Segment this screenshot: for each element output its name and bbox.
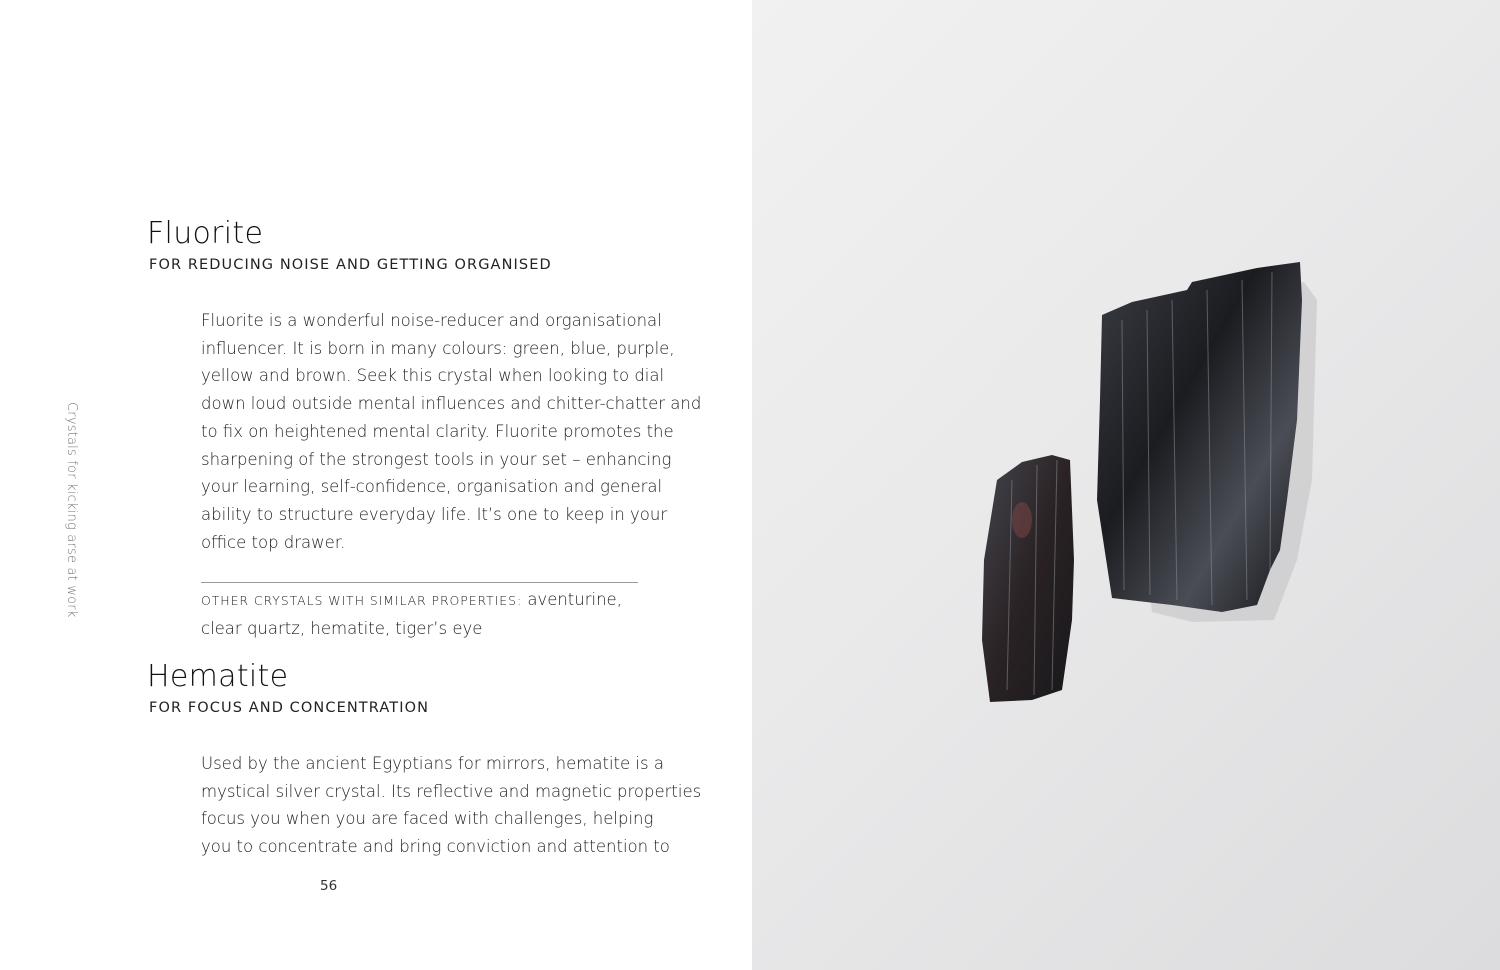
text-line: Used by the ancient Egyptians for mirrors, hematite is a bbox=[201, 754, 664, 773]
text-line: focus you when you are faced with challenges, helping bbox=[201, 809, 654, 829]
divider bbox=[201, 582, 638, 583]
crystal-image bbox=[752, 0, 1500, 970]
text-line: ability to structure everyday life. It’s one to keep in your bbox=[201, 504, 668, 524]
section-title-fluorite: Fluorite bbox=[147, 216, 264, 251]
similar-crystals-list-1: aventurine, bbox=[527, 590, 622, 609]
similar-crystals bbox=[201, 586, 638, 642]
text-line: influencer. It is born in many colours: green, blue, purple, bbox=[201, 338, 675, 358]
fluorite-paragraph bbox=[201, 307, 702, 556]
text-line: your learning, self-confidence, organisation and general bbox=[201, 477, 663, 497]
hematite-paragraph bbox=[201, 750, 702, 861]
similar-crystals-list-2: clear quartz, hematite, tiger’s eye bbox=[201, 618, 483, 638]
running-head: Crystals for kicking arse at work bbox=[64, 402, 79, 618]
crystal-photo bbox=[752, 0, 1500, 970]
text-line: Fluorite is a wonderful noise-reducer and organisational bbox=[201, 311, 662, 330]
text-line: mystical silver crystal. Its reflective and magnetic properties bbox=[201, 781, 702, 801]
section-subtitle-fluorite: FOR REDUCING NOISE AND GETTING ORGANISED bbox=[149, 257, 552, 273]
text-line: you to concentrate and bring conviction and attention to bbox=[201, 837, 670, 857]
reddish-tint bbox=[1012, 502, 1032, 538]
text-line: sharpening of the strongest tools in your set – enhancing bbox=[201, 449, 672, 469]
section-subtitle-hematite: FOR FOCUS AND CONCENTRATION bbox=[149, 700, 430, 716]
text-line: to fix on heightened mental clarity. Fluorite promotes the bbox=[201, 421, 674, 441]
page-number: 56 bbox=[320, 878, 338, 894]
text-line: down loud outside mental influences and chitter-chatter and bbox=[201, 394, 702, 414]
section-title-hematite: Hematite bbox=[147, 659, 289, 694]
text-line: office top drawer. bbox=[201, 532, 346, 552]
text-line: yellow and brown. Seek this crystal when looking to dial bbox=[201, 366, 665, 386]
similar-crystals-label: OTHER CRYSTALS WITH SIMILAR PROPERTIES: bbox=[201, 593, 523, 608]
small-crystal bbox=[982, 455, 1074, 702]
